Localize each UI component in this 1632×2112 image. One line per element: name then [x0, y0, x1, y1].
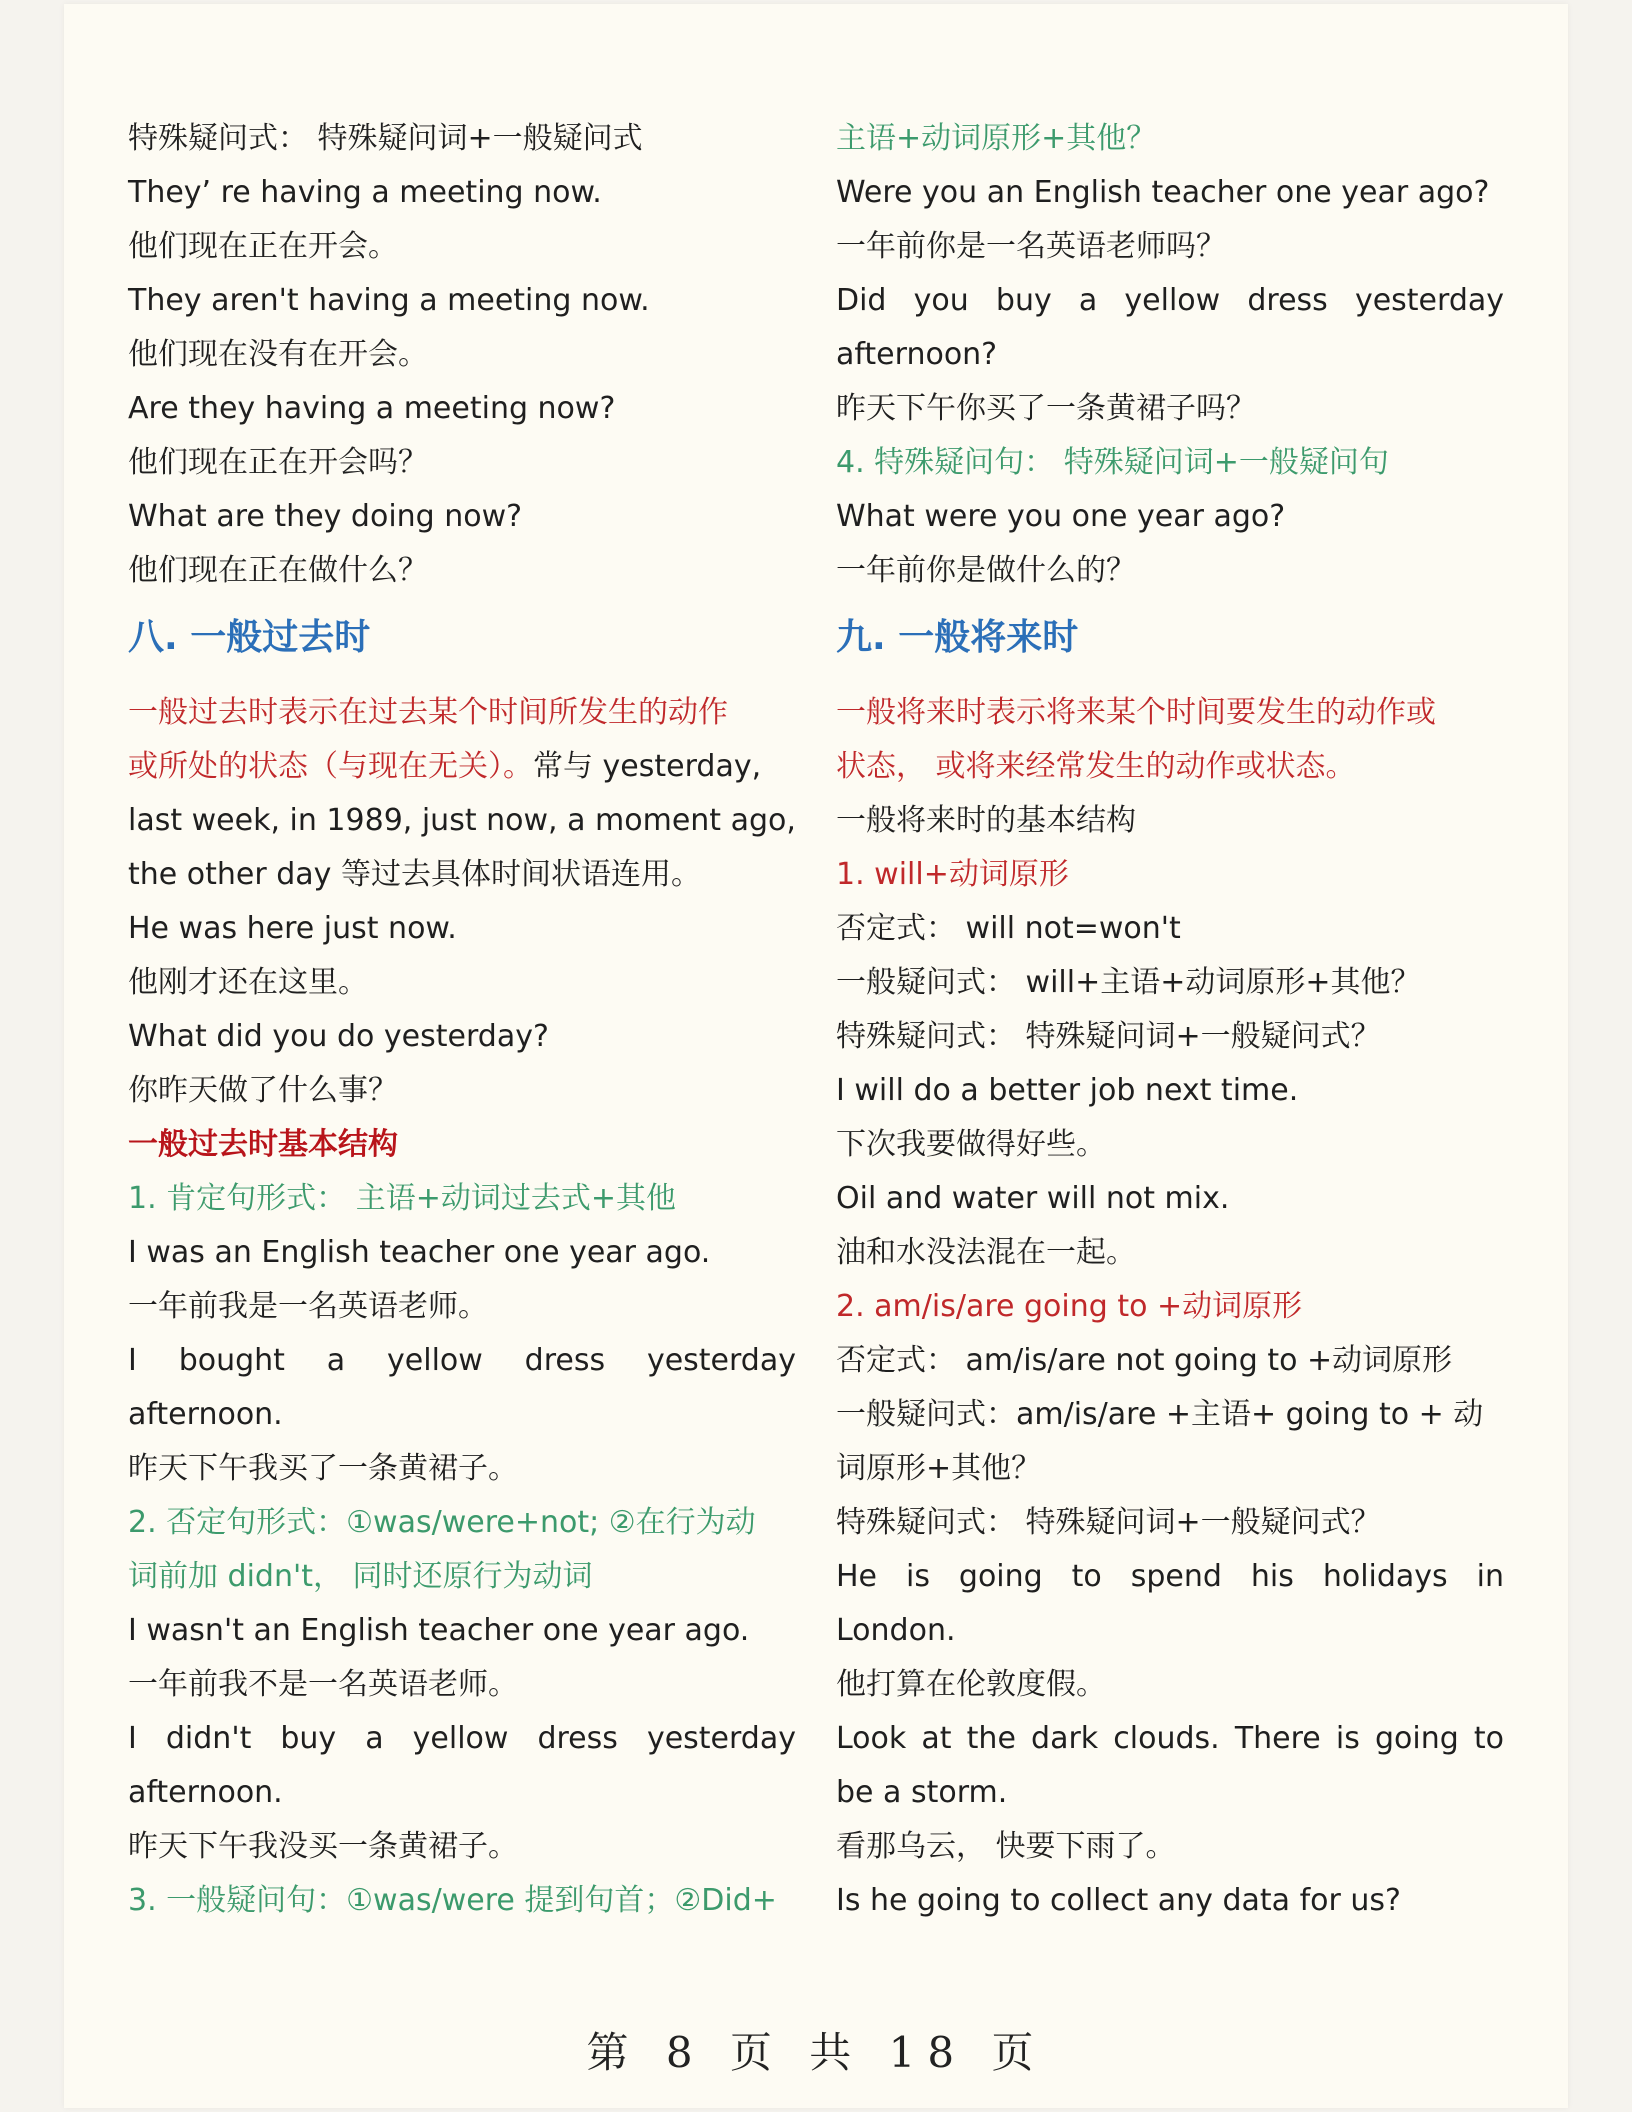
- example-line: I didn't buy a yellow dress yesterday: [128, 1721, 796, 1756]
- example-line: Oil and water will not mix.: [836, 1181, 1230, 1216]
- example-line: afternoon.: [128, 1775, 283, 1810]
- example-line: London.: [836, 1613, 956, 1648]
- example-line: What did you do yesterday?: [128, 1019, 549, 1054]
- example-line: Look at the dark clouds. There is going to: [836, 1721, 1504, 1756]
- example-line: 他打算在伦敦度假。: [836, 1667, 1106, 1702]
- example-line: 你昨天做了什么事？: [128, 1073, 398, 1108]
- right-column: [836, 112, 1504, 1928]
- intro-line: last week, in 1989, just now, a moment ago,: [128, 803, 796, 838]
- example-line: 昨天下午我买了一条黄裙子。: [128, 1451, 518, 1486]
- text-line: What are they doing now?: [128, 499, 523, 534]
- section-heading-future-tense: 九. 一般将来时: [836, 617, 1079, 658]
- text-line: They aren't having a meeting now.: [128, 283, 650, 318]
- item-3-continuation: 主语+动词原形+其他？: [836, 121, 1157, 156]
- example-line: 昨天下午你买了一条黄裙子吗？: [836, 391, 1256, 426]
- example-line: 一年前我不是一名英语老师。: [128, 1667, 518, 1702]
- example-line: 一般疑问式：am/is/are +主语+ going to + 动: [836, 1397, 1484, 1432]
- example-line: 他刚才还在这里。: [128, 965, 368, 1000]
- left-column: [128, 112, 796, 1928]
- intro-line: the other day 等过去具体时间状语连用。: [128, 857, 701, 892]
- item-1-title: 1. 肯定句形式： 主语+动词过去式+其他: [128, 1181, 676, 1216]
- going-to-title: 2. am/is/are going to +动词原形: [836, 1289, 1303, 1324]
- example-line: afternoon.: [128, 1397, 283, 1432]
- intro-line: [128, 740, 796, 794]
- item-2-title: 2. 否定句形式：①was/were+not; ②在行为动: [128, 1505, 756, 1540]
- intro-black-text: 常与 yesterday,: [533, 749, 762, 784]
- example-line: I wasn't an English teacher one year ago.: [128, 1613, 750, 1648]
- example-line: Is he going to collect any data for us?: [836, 1883, 1401, 1918]
- example-line: 看那乌云， 快要下雨了。: [836, 1829, 1176, 1864]
- example-line: 特殊疑问式： 特殊疑问词+一般疑问式？: [836, 1019, 1381, 1054]
- example-line: He is going to spend his holidays in: [836, 1559, 1504, 1594]
- example-line: 昨天下午我没买一条黄裙子。: [128, 1829, 518, 1864]
- example-line: I bought a yellow dress yesterday: [128, 1343, 796, 1378]
- example-line: 下次我要做得好些。: [836, 1127, 1106, 1162]
- intro-line: 一般过去时表示在过去某个时间所发生的动作: [128, 695, 728, 730]
- example-line: Did you buy a yellow dress yesterday: [836, 283, 1504, 318]
- text-line: 他们现在正在开会吗？: [128, 445, 428, 480]
- structure-title: 一般过去时基本结构: [128, 1127, 398, 1162]
- example-line: 一年前你是做什么的？: [836, 553, 1136, 588]
- section-heading-past-tense: 八. 一般过去时: [128, 617, 371, 658]
- example-line: 特殊疑问式： 特殊疑问词+一般疑问式？: [836, 1505, 1381, 1540]
- example-line: What were you one year ago?: [836, 499, 1286, 534]
- example-line: 一年前我是一名英语老师。: [128, 1289, 488, 1324]
- example-line: He was here just now.: [128, 911, 457, 946]
- intro-red-text: 或所处的状态（与现在无关）。: [128, 749, 533, 784]
- text-line: 他们现在没有在开会。: [128, 337, 428, 372]
- example-line: 油和水没法混在一起。: [836, 1235, 1136, 1270]
- example-line: 否定式： will not=won't: [836, 911, 1181, 946]
- text-line: Are they having a meeting now?: [128, 391, 616, 426]
- intro-line: 一般将来时表示将来某个时间要发生的动作或: [836, 695, 1436, 730]
- example-line: Were you an English teacher one year ago?: [836, 175, 1490, 210]
- example-line: 否定式： am/is/are not going to +动词原形: [836, 1343, 1453, 1378]
- item-3-title: 3. 一般疑问句：①was/were 提到句首；②Did+: [128, 1883, 777, 1918]
- example-line: 词原形+其他？: [836, 1451, 1042, 1486]
- structure-subtitle: 一般将来时的基本结构: [836, 803, 1136, 838]
- item-4-title: 4. 特殊疑问句： 特殊疑问词+一般疑问句: [836, 445, 1389, 480]
- page-number-footer: 第 8 页 共 18 页: [586, 2028, 1046, 2077]
- item-2-title: 词前加 didn't， 同时还原行为动词: [128, 1559, 593, 1594]
- intro-line: 状态， 或将来经常发生的动作或状态。: [836, 749, 1356, 784]
- example-line: be a storm.: [836, 1775, 1008, 1810]
- text-line: They’ re having a meeting now.: [128, 175, 602, 210]
- text-line: 特殊疑问式： 特殊疑问词+一般疑问式: [128, 121, 643, 156]
- text-line: 他们现在正在开会。: [128, 229, 398, 264]
- example-line: I was an English teacher one year ago.: [128, 1235, 711, 1270]
- example-line: afternoon?: [836, 337, 998, 372]
- example-line: 一般疑问式： will+主语+动词原形+其他？: [836, 965, 1421, 1000]
- example-line: 一年前你是一名英语老师吗？: [836, 229, 1226, 264]
- example-line: I will do a better job next time.: [836, 1073, 1299, 1108]
- will-title: 1. will+动词原形: [836, 857, 1069, 892]
- text-line: 他们现在正在做什么？: [128, 553, 428, 588]
